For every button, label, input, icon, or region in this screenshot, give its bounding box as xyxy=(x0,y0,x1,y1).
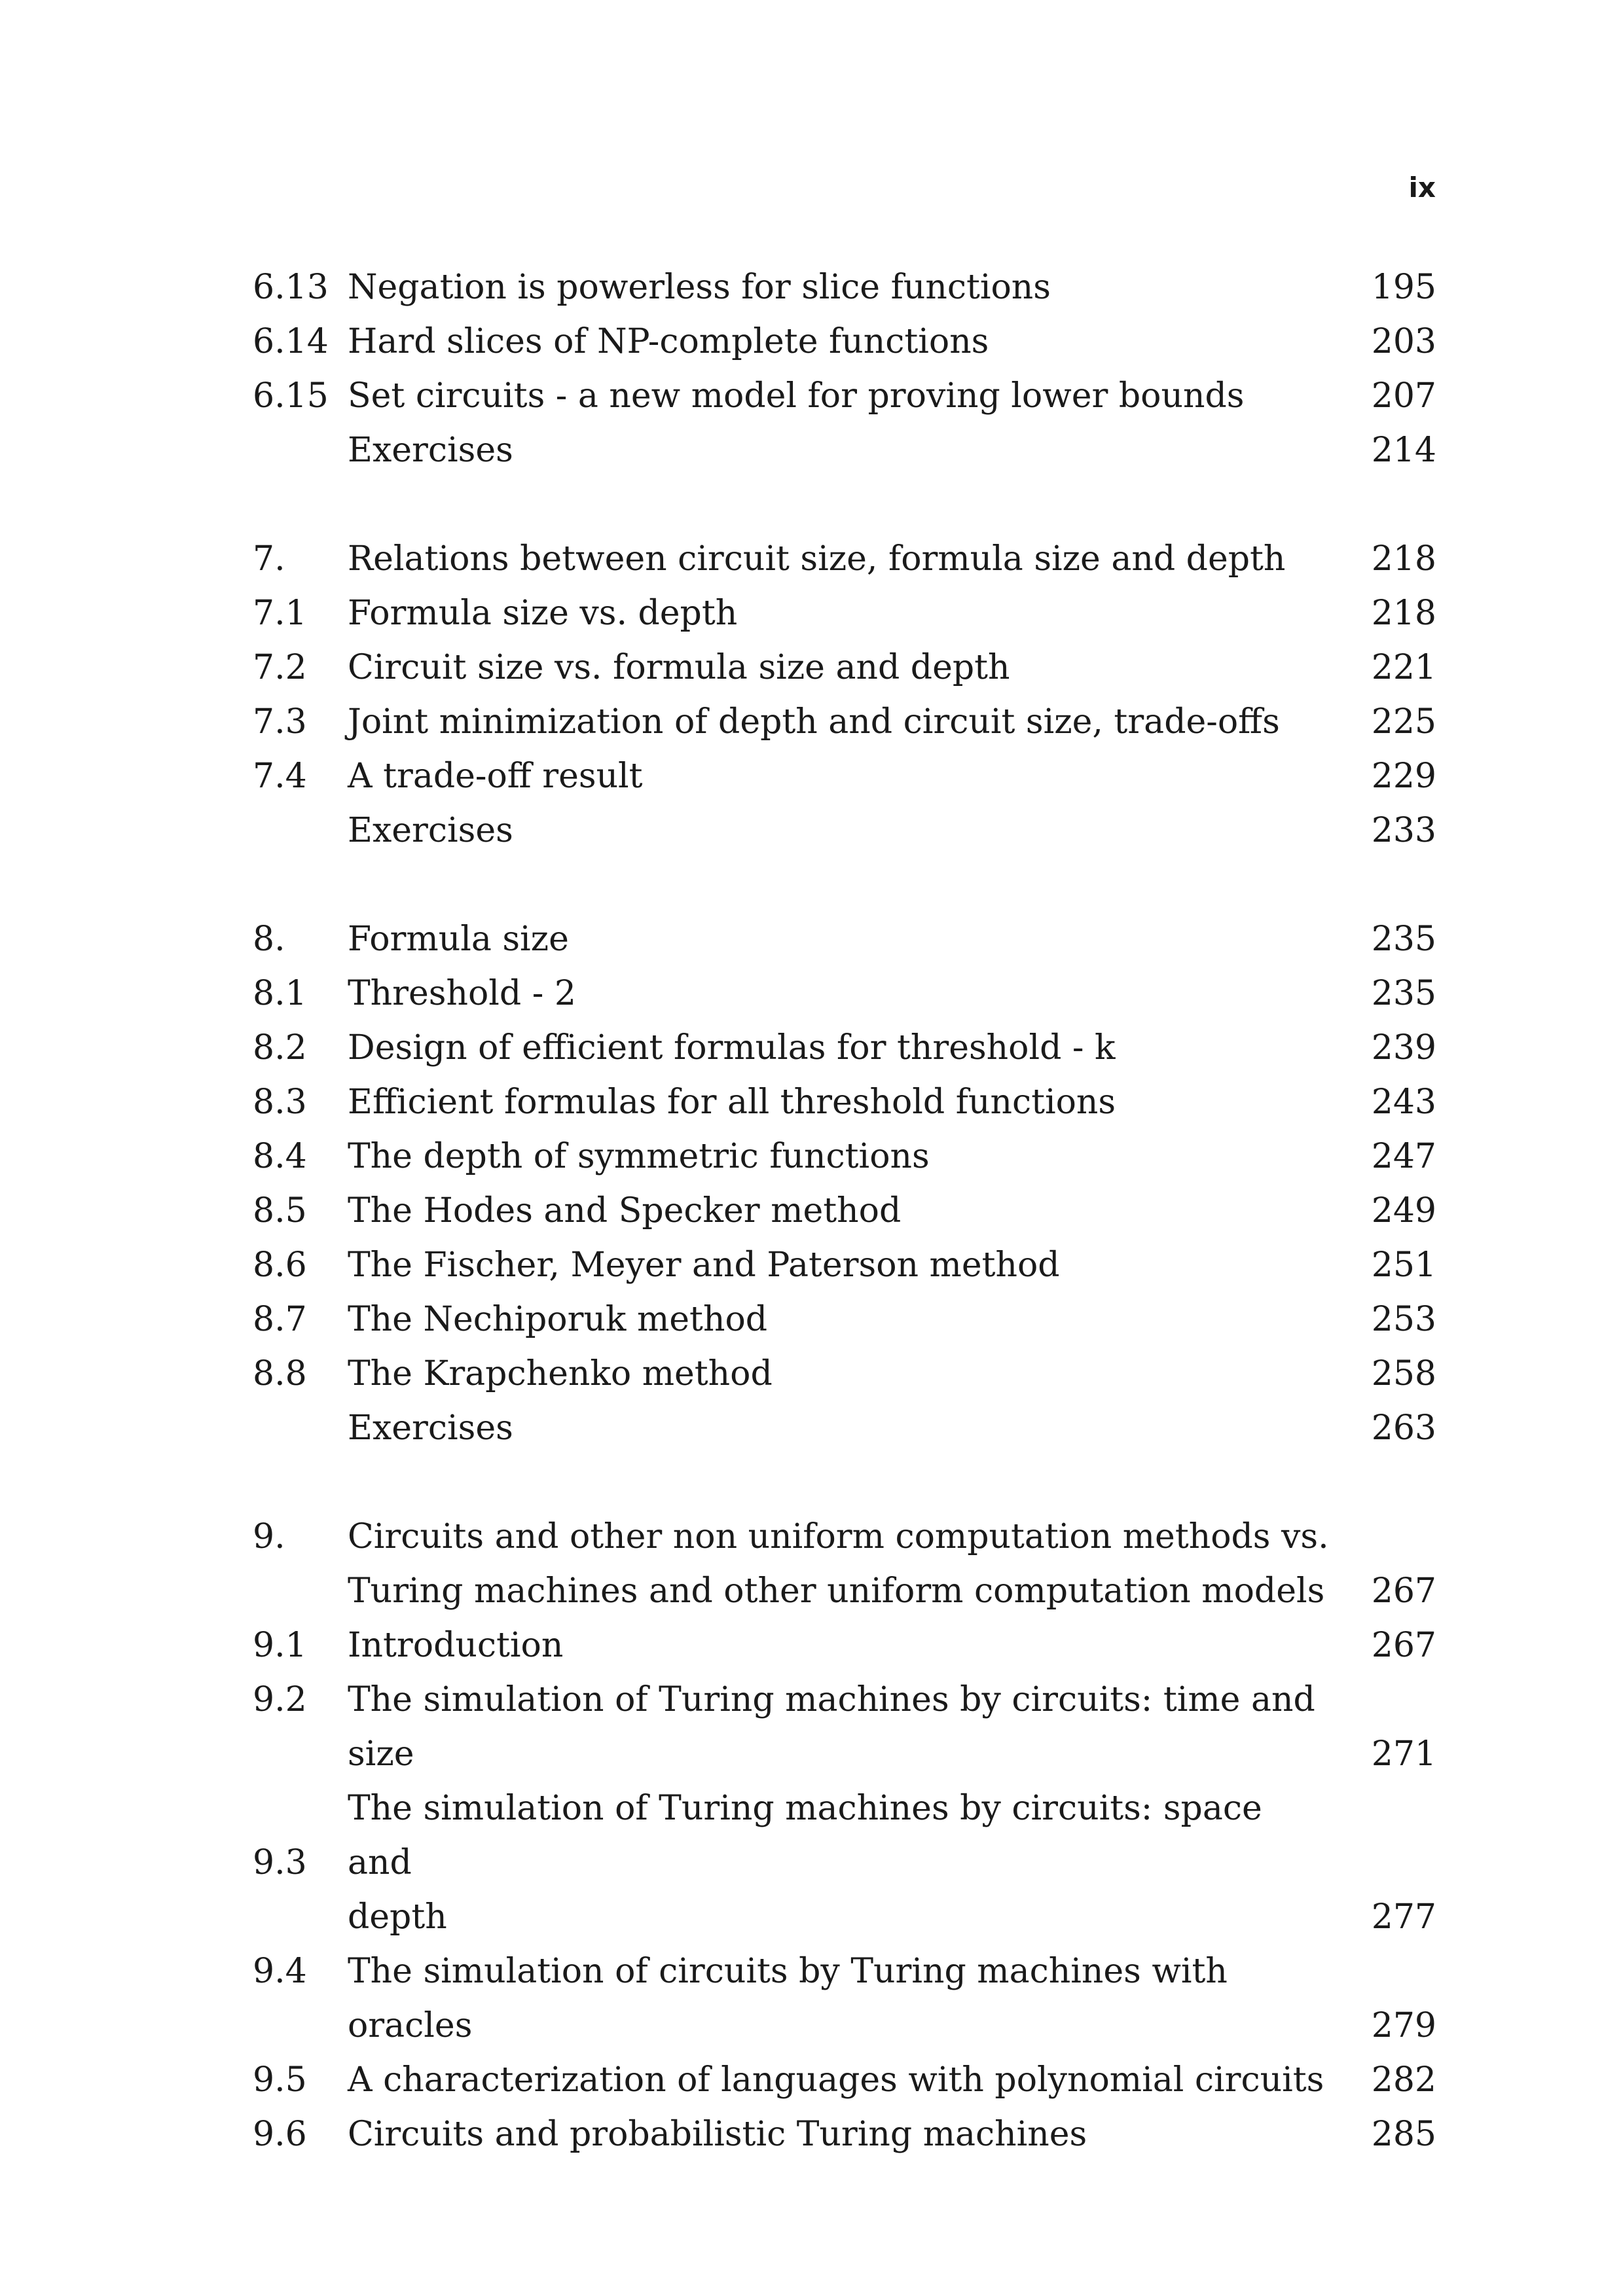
toc-entry xyxy=(253,1130,1436,1184)
page-number: ix xyxy=(1408,171,1436,204)
entry-title: Joint minimization of depth and circuit size, trade-offs xyxy=(348,702,1280,742)
entry-number: 8.1 xyxy=(253,974,307,1013)
toc-entry xyxy=(253,315,1436,369)
entry-page: 285 xyxy=(1371,2115,1436,2154)
entry-page: 253 xyxy=(1371,1300,1436,1339)
entry-title: The Krapchenko method xyxy=(348,1354,773,1393)
toc-chapter-group xyxy=(253,912,1436,1456)
entry-page: 214 xyxy=(1371,431,1436,470)
toc-entry xyxy=(253,749,1436,804)
entry-number: 6.13 xyxy=(253,268,329,307)
entry-page: 235 xyxy=(1371,920,1436,959)
entry-page: 195 xyxy=(1371,268,1436,307)
toc-entry xyxy=(253,1075,1436,1130)
entry-page: 235 xyxy=(1371,974,1436,1013)
entry-page: 251 xyxy=(1371,1246,1436,1285)
entry-page: 239 xyxy=(1371,1028,1436,1067)
entry-title: Threshold - 2 xyxy=(348,974,576,1013)
toc-entry xyxy=(253,1890,1436,1945)
entry-number: 8.2 xyxy=(253,1028,307,1067)
entry-page: 267 xyxy=(1371,1626,1436,1665)
entry-title: oracles xyxy=(348,2006,473,2045)
toc-entry xyxy=(253,2108,1436,2162)
entry-title: depth xyxy=(348,1897,447,1937)
toc-entry xyxy=(253,369,1436,423)
toc-chapter-group xyxy=(253,1510,1436,2162)
entry-page: 218 xyxy=(1371,539,1436,579)
entry-title: Set circuits - a new model for proving lower bounds xyxy=(348,376,1245,416)
entry-number: 9.6 xyxy=(253,2115,307,2154)
entry-number: 9.1 xyxy=(253,1626,307,1665)
entry-title: Exercises xyxy=(348,431,513,470)
entry-page: 277 xyxy=(1371,1897,1436,1937)
entry-title: The Nechiporuk method xyxy=(348,1300,768,1339)
entry-number: 6.15 xyxy=(253,376,329,416)
entry-number: 8. xyxy=(253,920,285,959)
entry-page: 247 xyxy=(1371,1137,1436,1176)
entry-number: 7.1 xyxy=(253,594,307,633)
toc-entry xyxy=(253,695,1436,749)
toc-entry xyxy=(253,260,1436,315)
entry-title: The Fischer, Meyer and Paterson method xyxy=(348,1246,1060,1285)
toc-entry xyxy=(253,1727,1436,1782)
entry-title: Circuits and other non uniform computation methods vs. xyxy=(348,1517,1329,1556)
entry-number: 8.8 xyxy=(253,1354,307,1393)
entry-page: 225 xyxy=(1371,702,1436,742)
entry-page: 221 xyxy=(1371,648,1436,687)
entry-title: Exercises xyxy=(348,1408,513,1448)
entry-number: 7. xyxy=(253,539,285,579)
entry-page: 207 xyxy=(1371,376,1436,416)
entry-page: 243 xyxy=(1371,1083,1436,1122)
toc-entry xyxy=(253,1510,1436,1564)
entry-page: 249 xyxy=(1371,1191,1436,1230)
entry-number: 9.5 xyxy=(253,2060,307,2100)
entry-page: 271 xyxy=(1371,1734,1436,1774)
entry-number: 7.4 xyxy=(253,757,307,796)
entry-title: The simulation of circuits by Turing machines with xyxy=(348,1952,1228,1991)
table-of-contents xyxy=(253,260,1436,2216)
entry-title: Circuit size vs. formula size and depth xyxy=(348,648,1010,687)
entry-title: The simulation of Turing machines by circuits: space and xyxy=(348,1789,1262,1882)
toc-entry xyxy=(253,1401,1436,1456)
toc-entry xyxy=(253,1999,1436,2053)
entry-title: Hard slices of NP-complete functions xyxy=(348,322,989,361)
entry-page: 263 xyxy=(1371,1408,1436,1448)
entry-number: 9.3 xyxy=(253,1843,307,1882)
entry-number: 9.2 xyxy=(253,1680,307,1719)
toc-entry xyxy=(253,532,1436,586)
toc-entry xyxy=(253,423,1436,478)
entry-title: Circuits and probabilistic Turing machines xyxy=(348,2115,1087,2154)
toc-entry xyxy=(253,2053,1436,2108)
entry-page: 203 xyxy=(1371,322,1436,361)
entry-page: 218 xyxy=(1371,594,1436,633)
toc-entry xyxy=(253,1673,1436,1727)
toc-entry xyxy=(253,586,1436,641)
entry-title: Formula size vs. depth xyxy=(348,594,738,633)
toc-chapter-group xyxy=(253,260,1436,478)
toc-entry xyxy=(253,1945,1436,1999)
entry-page: 258 xyxy=(1371,1354,1436,1393)
toc-entry xyxy=(253,1184,1436,1238)
toc-entry xyxy=(253,1619,1436,1673)
toc-chapter-group xyxy=(253,532,1436,858)
entry-number: 6.14 xyxy=(253,322,329,361)
toc-entry xyxy=(253,912,1436,967)
entry-title: A trade-off result xyxy=(348,757,643,796)
entry-number: 8.3 xyxy=(253,1083,307,1122)
toc-entry xyxy=(253,804,1436,858)
entry-page: 279 xyxy=(1371,2006,1436,2045)
toc-entry xyxy=(253,967,1436,1021)
entry-title: Formula size xyxy=(348,920,569,959)
entry-number: 8.4 xyxy=(253,1137,307,1176)
entry-number: 8.5 xyxy=(253,1191,307,1230)
toc-entry xyxy=(253,1293,1436,1347)
entry-number: 8.6 xyxy=(253,1246,307,1285)
toc-entry xyxy=(253,1021,1436,1075)
entry-title: The simulation of Turing machines by circuits: time and xyxy=(348,1680,1315,1719)
entry-title: Exercises xyxy=(348,811,513,850)
entry-number: 7.3 xyxy=(253,702,307,742)
entry-title: Efficient formulas for all threshold functions xyxy=(348,1083,1116,1122)
entry-title: Introduction xyxy=(348,1626,564,1665)
entry-page: 267 xyxy=(1371,1571,1436,1611)
entry-title: The Hodes and Specker method xyxy=(348,1191,902,1230)
entry-title: The depth of symmetric functions xyxy=(348,1137,930,1176)
entry-page: 282 xyxy=(1371,2060,1436,2100)
entry-title: Negation is powerless for slice functions xyxy=(348,268,1051,307)
entry-title: Relations between circuit size, formula size and depth xyxy=(348,539,1286,579)
toc-entry xyxy=(253,1782,1436,1890)
entry-number: 9.4 xyxy=(253,1952,307,1991)
entry-title: Turing machines and other uniform computation models xyxy=(348,1571,1325,1611)
entry-number: 8.7 xyxy=(253,1300,307,1339)
entry-title: size xyxy=(348,1734,414,1774)
toc-entry xyxy=(253,1564,1436,1619)
toc-entry xyxy=(253,1238,1436,1293)
entry-number: 9. xyxy=(253,1517,285,1556)
entry-title: Design of efficient formulas for threshold - k xyxy=(348,1028,1116,1067)
entry-page: 229 xyxy=(1371,757,1436,796)
entry-page: 233 xyxy=(1371,811,1436,850)
toc-entry xyxy=(253,1347,1436,1401)
entry-title: A characterization of languages with polynomial circuits xyxy=(348,2060,1324,2100)
entry-number: 7.2 xyxy=(253,648,307,687)
toc-entry xyxy=(253,641,1436,695)
